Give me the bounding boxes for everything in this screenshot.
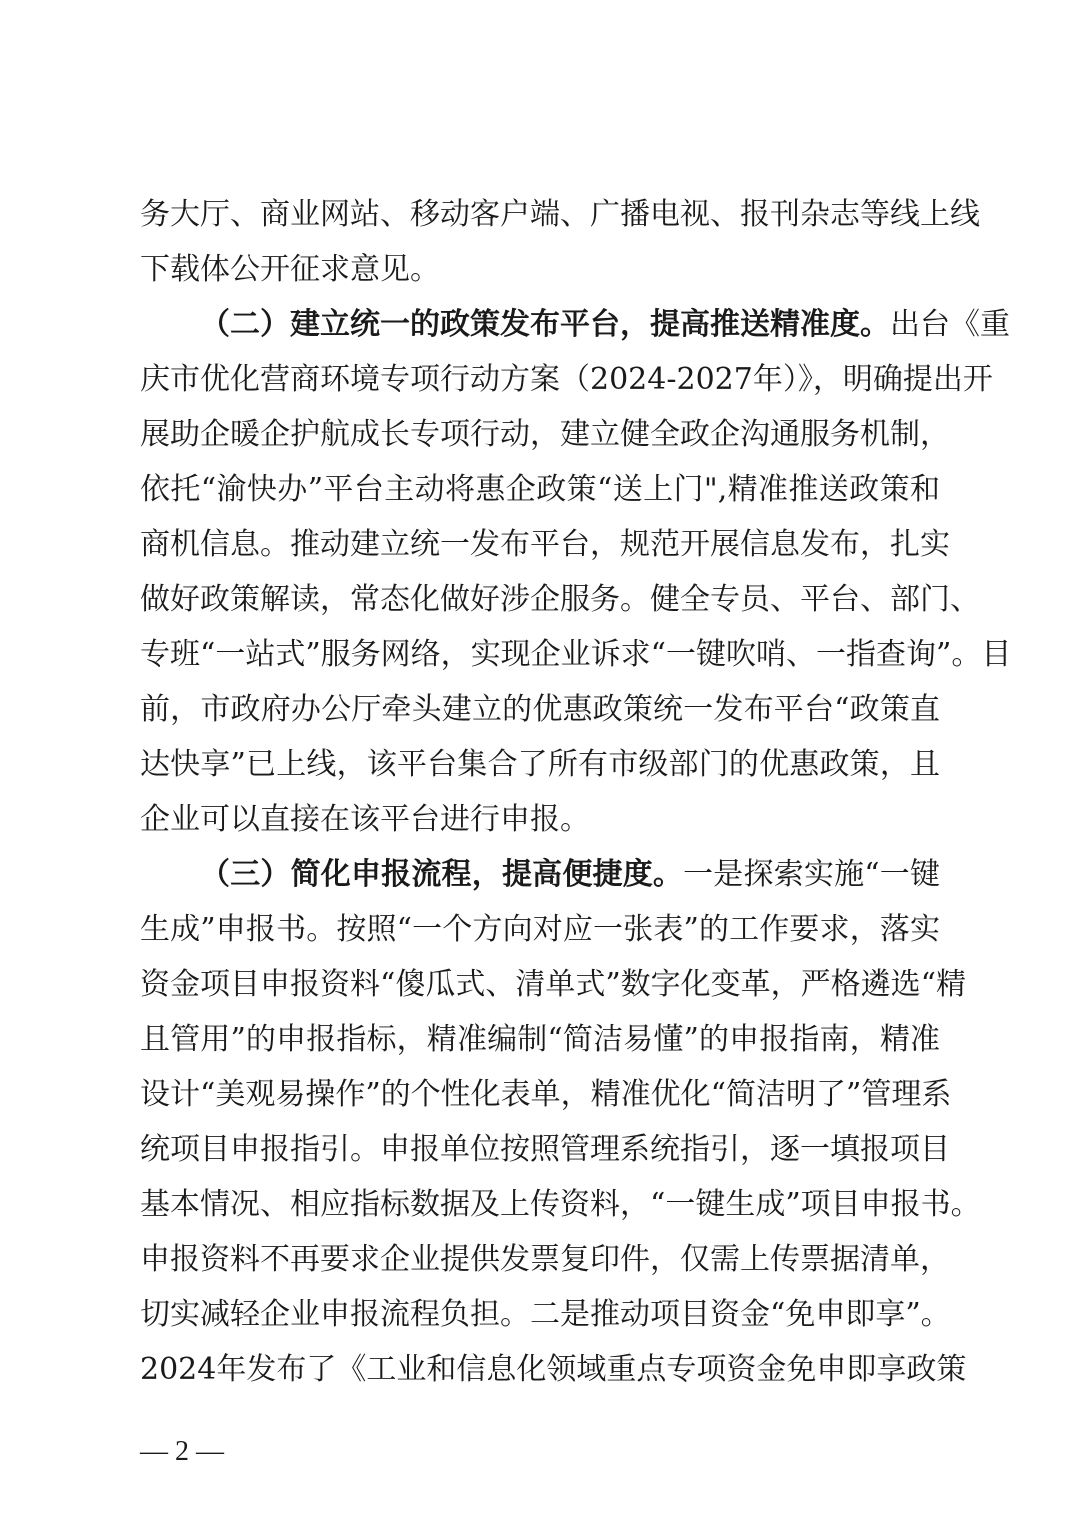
body-line: 达快享”已上线，该平台集合了所有市级部门的优惠政策，且 [140, 747, 940, 782]
body-line: 基本情况、相应指标数据及上传资料，“一键生成”项目申报书。 [140, 1187, 981, 1222]
body-line: 庆市优化营商环境专项行动方案（2024-2027年）》，明确提出开 [140, 362, 993, 397]
page-number: — 2 — [140, 1436, 224, 1467]
section-heading: （二）建立统一的政策发布平台，提高推送精准度。 [200, 307, 890, 342]
body-line: 统项目申报指引。申报单位按照管理系统指引，逐一填报项目 [140, 1132, 950, 1167]
body-line: 展助企暖企护航成长专项行动，建立健全政企沟通服务机制， [140, 417, 950, 452]
body-line: 资金项目申报资料“傻瓜式、清单式”数字化变革，严格遴选“精 [140, 967, 967, 1002]
section-heading: （三）简化申报流程，提高便捷度。 [200, 857, 684, 892]
body-line: 下载体公开征求意见。 [140, 252, 440, 287]
body-line: 前，市政府办公厅牵头建立的优惠政策统一发布平台“政策直 [140, 692, 940, 727]
section-heading-line: （二）建立统一的政策发布平台，提高推送精准度。出台《重 [200, 307, 1010, 342]
body-line: 切实减轻企业申报流程负担。二是推动项目资金“免申即享”。 [140, 1297, 951, 1332]
body-line: 且管用”的申报指标，精准编制“简洁易懂”的申报指南，精准 [140, 1022, 940, 1057]
body-line: 专班“一站式”服务网络，实现企业诉求“一键吹哨、一指查询”。目 [140, 637, 1012, 672]
body-line: 依托“渝快办”平台主动将惠企政策“送上门",精准推送政策和 [140, 472, 940, 507]
body-line: 设计“美观易操作”的个性化表单，精准优化“简洁明了”管理系 [140, 1077, 952, 1112]
body-line: 生成”申报书。按照“一个方向对应一张表”的工作要求，落实 [140, 912, 940, 947]
section-heading-line: （三）简化申报流程，提高便捷度。一是探索实施“一键 [200, 857, 940, 892]
body-line: 做好政策解读，常态化做好涉企服务。健全专员、平台、部门、 [140, 582, 980, 617]
body-line: 务大厅、商业网站、移动客户端、广播电视、报刊杂志等线上线 [140, 197, 980, 232]
body-line: 商机信息。推动建立统一发布平台，规范开展信息发布，扎实 [140, 527, 950, 562]
body-line: 2024年发布了《工业和信息化领域重点专项资金免申即享政策 [140, 1352, 967, 1387]
body-line: 企业可以直接在该平台进行申报。 [140, 802, 590, 837]
body-line: 申报资料不再要求企业提供发票复印件，仅需上传票据清单， [140, 1242, 950, 1277]
